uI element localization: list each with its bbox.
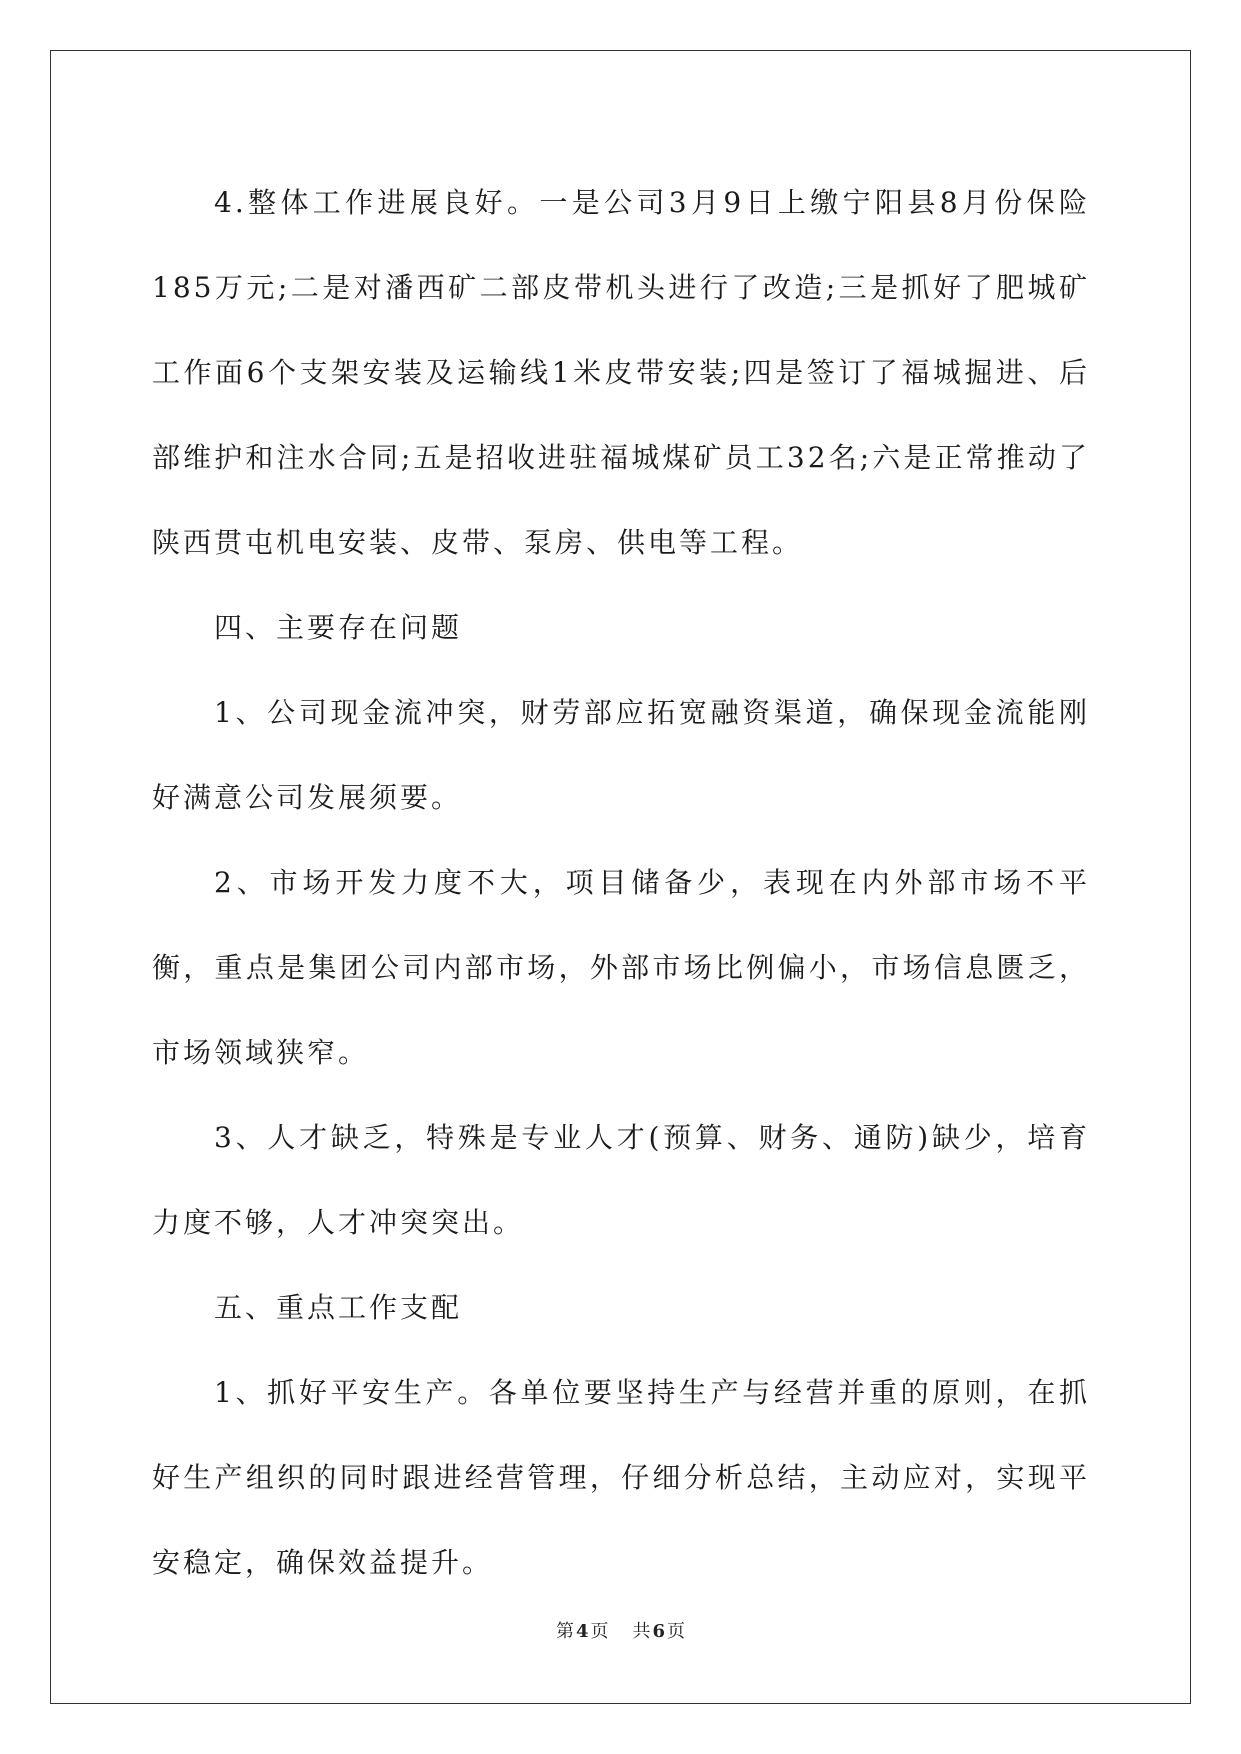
paragraph-progress: 4.整体工作进展良好。一是公司3月9日上缴宁阳县8月份保险185万元;二是对潘西矿二部皮带机头进行了改造;三是抓好了肥城矿工作面6个支架安装及运输线1米皮带安装;四是签订了福城掘进、后部维护和注水合同;五是招收进驻福城煤矿员工32名;六是正常推动了陕西贯屯机电安装、皮带、泵房、供电等工程。 — [152, 186, 1090, 559]
heading-main-problems: 四、主要存在问题 — [214, 611, 463, 644]
paragraph-problem-2: 2、市场开发力度不大，项目储备少，表现在内外部市场不平衡，重点是集团公司内部市场，外部市场比例偏小，市场信息匮乏，市场领域狭窄。 — [152, 866, 1090, 1069]
total-prefix: 共 — [632, 1621, 651, 1642]
document-body — [152, 160, 1090, 1605]
total-suffix: 页 — [667, 1621, 686, 1642]
paragraph-problem-3: 3、人才缺乏，特殊是专业人才(预算、财务、通防)缺少，培育力度不够，人才冲突突出。 — [152, 1121, 1090, 1239]
page-suffix: 页 — [590, 1621, 609, 1642]
page-footer — [0, 1617, 1241, 1643]
page-number: 4 — [575, 1621, 589, 1642]
total-pages: 6 — [652, 1621, 666, 1642]
heading-key-work: 五、重点工作支配 — [214, 1291, 463, 1324]
page-prefix: 第 — [555, 1621, 574, 1642]
paragraph-key-work-1: 1、抓好平安生产。各单位要坚持生产与经营并重的原则，在抓好生产组织的同时跟进经营管理，仔细分析总结，主动应对，实现平安稳定，确保效益提升。 — [152, 1376, 1090, 1579]
paragraph-problem-1: 1、公司现金流冲突，财劳部应拓宽融资渠道，确保现金流能刚好满意公司发展须要。 — [152, 696, 1090, 814]
